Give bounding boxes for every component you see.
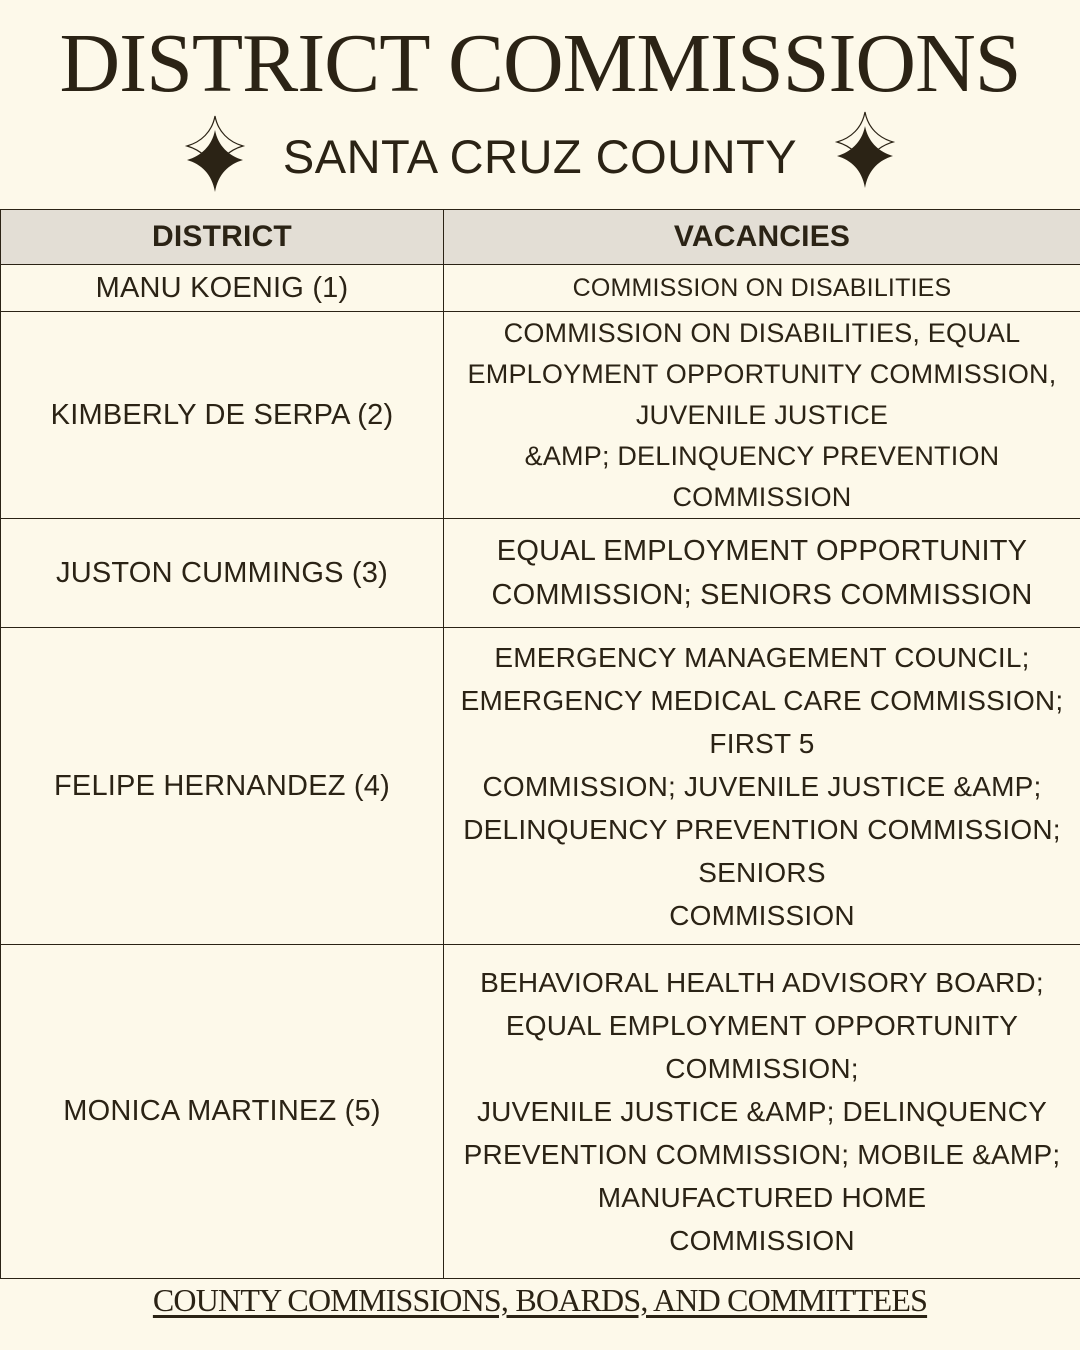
district-cell: MONICA MARTINEZ (5) (1, 945, 444, 1279)
district-cell: KIMBERLY DE SERPA (2) (1, 312, 444, 519)
district-cell: MANU KOENIG (1) (1, 265, 444, 312)
table-row (1, 628, 1080, 945)
column-header-vacancies: VACANCIES (444, 210, 1080, 265)
vacancies-cell: COMMISSION ON DISABILITIES, EQUAL EMPLOYMENT OPPORTUNITY COMMISSION, JUVENILE JUSTICE &AMP; DELINQUENCY PREVENTION COMMISSION (444, 312, 1080, 519)
table-row (1, 265, 1080, 312)
column-header-district: DISTRICT (1, 210, 444, 265)
vacancies-cell: COMMISSION ON DISABILITIES (444, 265, 1080, 312)
vacancies-table (0, 209, 1080, 1279)
footer (0, 1282, 1080, 1319)
vacancies-cell: EQUAL EMPLOYMENT OPPORTUNITY COMMISSION; SENIORS COMMISSION (444, 519, 1080, 628)
district-cell: FELIPE HERNANDEZ (4) (1, 628, 444, 945)
table-row (1, 519, 1080, 628)
sparkle-star-icon (833, 108, 897, 192)
vacancies-cell: BEHAVIORAL HEALTH ADVISORY BOARD; EQUAL EMPLOYMENT OPPORTUNITY COMMISSION; JUVENILE JUSTICE &AMP; DELINQUENCY PREVENTION COMMISSION; MOBILE &AMP; MANUFACTURED HOME COMMISSION (444, 945, 1080, 1279)
table-header-row (1, 210, 1080, 265)
subtitle: SANTA CRUZ COUNTY (282, 130, 798, 183)
subtitle-row (0, 112, 1080, 198)
district-cell: JUSTON CUMMINGS (3) (1, 519, 444, 628)
vacancies-cell: EMERGENCY MANAGEMENT COUNCIL; EMERGENCY MEDICAL CARE COMMISSION; FIRST 5 COMMISSION; JUVENILE JUSTICE &AMP; DELINQUENCY PREVENTION COMMISSION; SENIORS COMMISSION (444, 628, 1080, 945)
table-row (1, 945, 1080, 1279)
page-title: DISTRICT COMMISSIONS (59, 17, 1021, 110)
county-commissions-link[interactable]: COUNTY COMMISSIONS, BOARDS, AND COMMITTEES (152, 1282, 928, 1318)
table-row (1, 312, 1080, 519)
